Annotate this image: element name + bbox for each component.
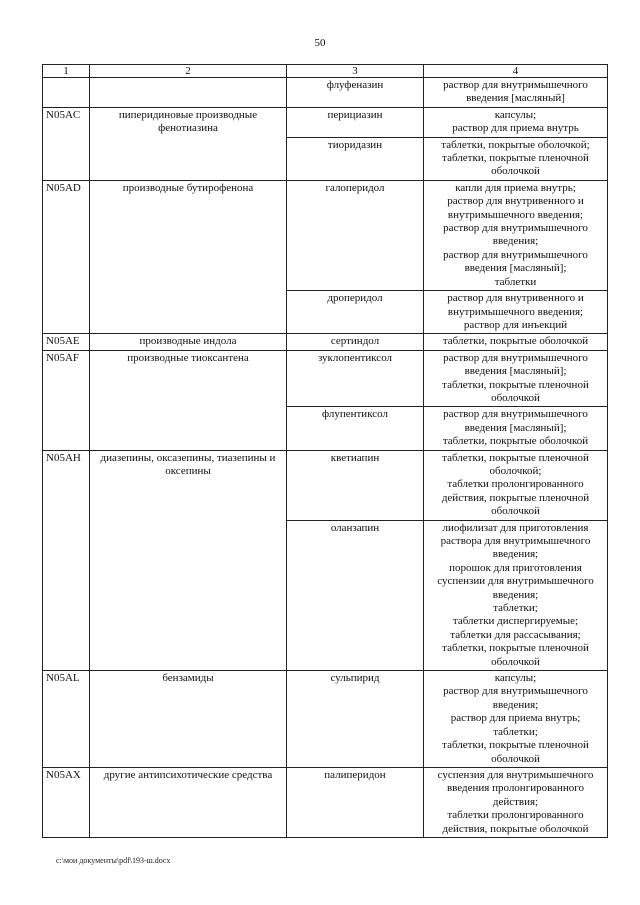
pharmacological-group-cell: другие антипсихотические средства xyxy=(90,767,287,837)
pharmacological-group-cell xyxy=(90,78,287,108)
column-header-4: 4 xyxy=(424,65,608,78)
pharmacological-group-cell: диазепины, оксазепины, тиазепины и оксепины xyxy=(90,450,287,671)
dosage-forms-cell xyxy=(424,334,608,350)
table-row xyxy=(43,350,608,407)
dosage-forms-cell xyxy=(424,350,608,407)
atc-code-cell xyxy=(43,78,90,108)
drug-name-cell: галоперидол xyxy=(287,180,424,290)
dosage-form-line: таблетки для рассасывания; xyxy=(450,628,581,641)
dosage-forms-cell xyxy=(424,291,608,334)
dosage-form-line: таблетки; xyxy=(493,602,538,615)
dosage-form-line: таблетки, покрытые пленочной оболочкой xyxy=(442,739,589,765)
drug-name-cell: зуклопентиксол xyxy=(287,350,424,407)
dosage-form-line: раствор для внутримышечного введения [масляный]; xyxy=(443,408,588,434)
atc-code-cell: N05AD xyxy=(43,180,90,333)
dosage-form-line: капли для приема внутрь; xyxy=(455,181,576,194)
dosage-form-line: раствор для внутримышечного введения; xyxy=(443,685,588,711)
atc-code-cell: N05AE xyxy=(43,334,90,350)
dosage-forms-cell xyxy=(424,137,608,180)
drug-name-cell: сертиндол xyxy=(287,334,424,350)
pharmacological-group-cell: производные индола xyxy=(90,334,287,350)
dosage-form-line: таблетки, покрытые пленочной оболочкой xyxy=(442,642,589,668)
drug-name-cell: палиперидон xyxy=(287,767,424,837)
dosage-form-line: раствор для внутримышечного введения [масляный]; xyxy=(443,351,588,378)
table-row xyxy=(43,107,608,137)
dosage-form-line: капсулы; xyxy=(494,672,537,685)
dosage-form-line: таблетки пролонгированного действия, покрытые пленочной оболочкой xyxy=(441,478,590,518)
dosage-forms-cell xyxy=(424,407,608,450)
dosage-form-line: таблетки xyxy=(494,275,537,288)
dosage-form-line: таблетки пролонгированного действия, покрытые оболочкой xyxy=(442,809,589,835)
drug-name-cell: перициазин xyxy=(287,107,424,137)
pharmacological-group-cell: производные бутирофенона xyxy=(90,180,287,333)
dosage-forms-cell xyxy=(424,450,608,520)
dosage-form-line: раствор для внутримышечного введения; xyxy=(443,222,588,248)
dosage-form-line: раствор для внутримышечного введения [масляный]; xyxy=(443,248,588,275)
table-row xyxy=(43,767,608,837)
dosage-form-line: раствор для внутривенного и внутримышечного введения; xyxy=(447,292,584,318)
dosage-form-line: таблетки; xyxy=(493,725,538,738)
drug-name-cell: флупентиксол xyxy=(287,407,424,450)
dosage-form-line: раствор для приема внутрь xyxy=(452,122,579,135)
dosage-form-line: раствор для инъекций xyxy=(463,318,568,331)
dosage-form-line: таблетки, покрытые оболочкой; xyxy=(441,138,590,151)
drug-name-cell: оланзапин xyxy=(287,520,424,670)
table-row xyxy=(43,334,608,350)
atc-code-cell: N05AF xyxy=(43,350,90,450)
drug-name-cell: флуфеназин xyxy=(287,78,424,108)
drug-name-cell: тиоридазин xyxy=(287,137,424,180)
table-row xyxy=(43,450,608,520)
dosage-form-line: таблетки, покрытые оболочкой xyxy=(442,335,589,348)
atc-code-cell: N05AX xyxy=(43,767,90,837)
table-row xyxy=(43,78,608,108)
atc-code-cell: N05AC xyxy=(43,107,90,180)
drug-name-cell: кветиапин xyxy=(287,450,424,520)
dosage-form-line: капсулы; xyxy=(494,108,537,121)
column-header-2: 2 xyxy=(90,65,287,78)
dosage-forms-cell xyxy=(424,520,608,670)
table-row xyxy=(43,671,608,768)
column-header-3: 3 xyxy=(287,65,424,78)
footer-file-path: c:\мои документы\pdf\193-ш.docx xyxy=(56,856,171,865)
dosage-forms-cell xyxy=(424,180,608,290)
dosage-forms-cell xyxy=(424,671,608,768)
drug-table xyxy=(42,64,608,838)
dosage-form-line: раствор для приема внутрь; xyxy=(450,712,581,725)
drug-name-cell: дроперидол xyxy=(287,291,424,334)
dosage-form-line: раствор для внутримышечного введения [масляный] xyxy=(443,79,588,105)
dosage-forms-cell xyxy=(424,767,608,837)
atc-code-cell: N05AL xyxy=(43,671,90,768)
pharmacological-group-cell: пиперидиновые производные фенотиазина xyxy=(90,107,287,180)
dosage-forms-cell xyxy=(424,107,608,137)
table-header-row xyxy=(43,65,608,78)
pharmacological-group-cell: производные тиоксантена xyxy=(90,350,287,450)
dosage-form-line: таблетки, покрытые пленочной оболочкой; xyxy=(442,451,589,477)
dosage-form-line: таблетки, покрытые пленочной оболочкой xyxy=(442,378,589,404)
table-row xyxy=(43,180,608,290)
dosage-form-line: таблетки, покрытые пленочной оболочкой xyxy=(442,152,589,178)
column-header-1: 1 xyxy=(43,65,90,78)
dosage-form-line: таблетки, покрытые оболочкой xyxy=(442,435,589,448)
dosage-form-line: раствор для внутривенного и внутримышечного введения; xyxy=(447,195,584,221)
table-body xyxy=(43,78,608,838)
dosage-form-line: лиофилизат для приготовления раствора для внутримышечного введения; xyxy=(440,521,591,561)
drug-name-cell: сульпирид xyxy=(287,671,424,768)
dosage-form-line: суспензия для внутримышечного введения пролонгированного действия; xyxy=(437,768,594,808)
dosage-form-line: порошок для приготовления суспензии для внутримышечного введения; xyxy=(437,561,594,601)
pharmacological-group-cell: бензамиды xyxy=(90,671,287,768)
dosage-form-line: таблетки диспергируемые; xyxy=(452,615,579,628)
atc-code-cell: N05AH xyxy=(43,450,90,671)
dosage-forms-cell xyxy=(424,78,608,108)
page-number: 50 xyxy=(314,37,326,49)
